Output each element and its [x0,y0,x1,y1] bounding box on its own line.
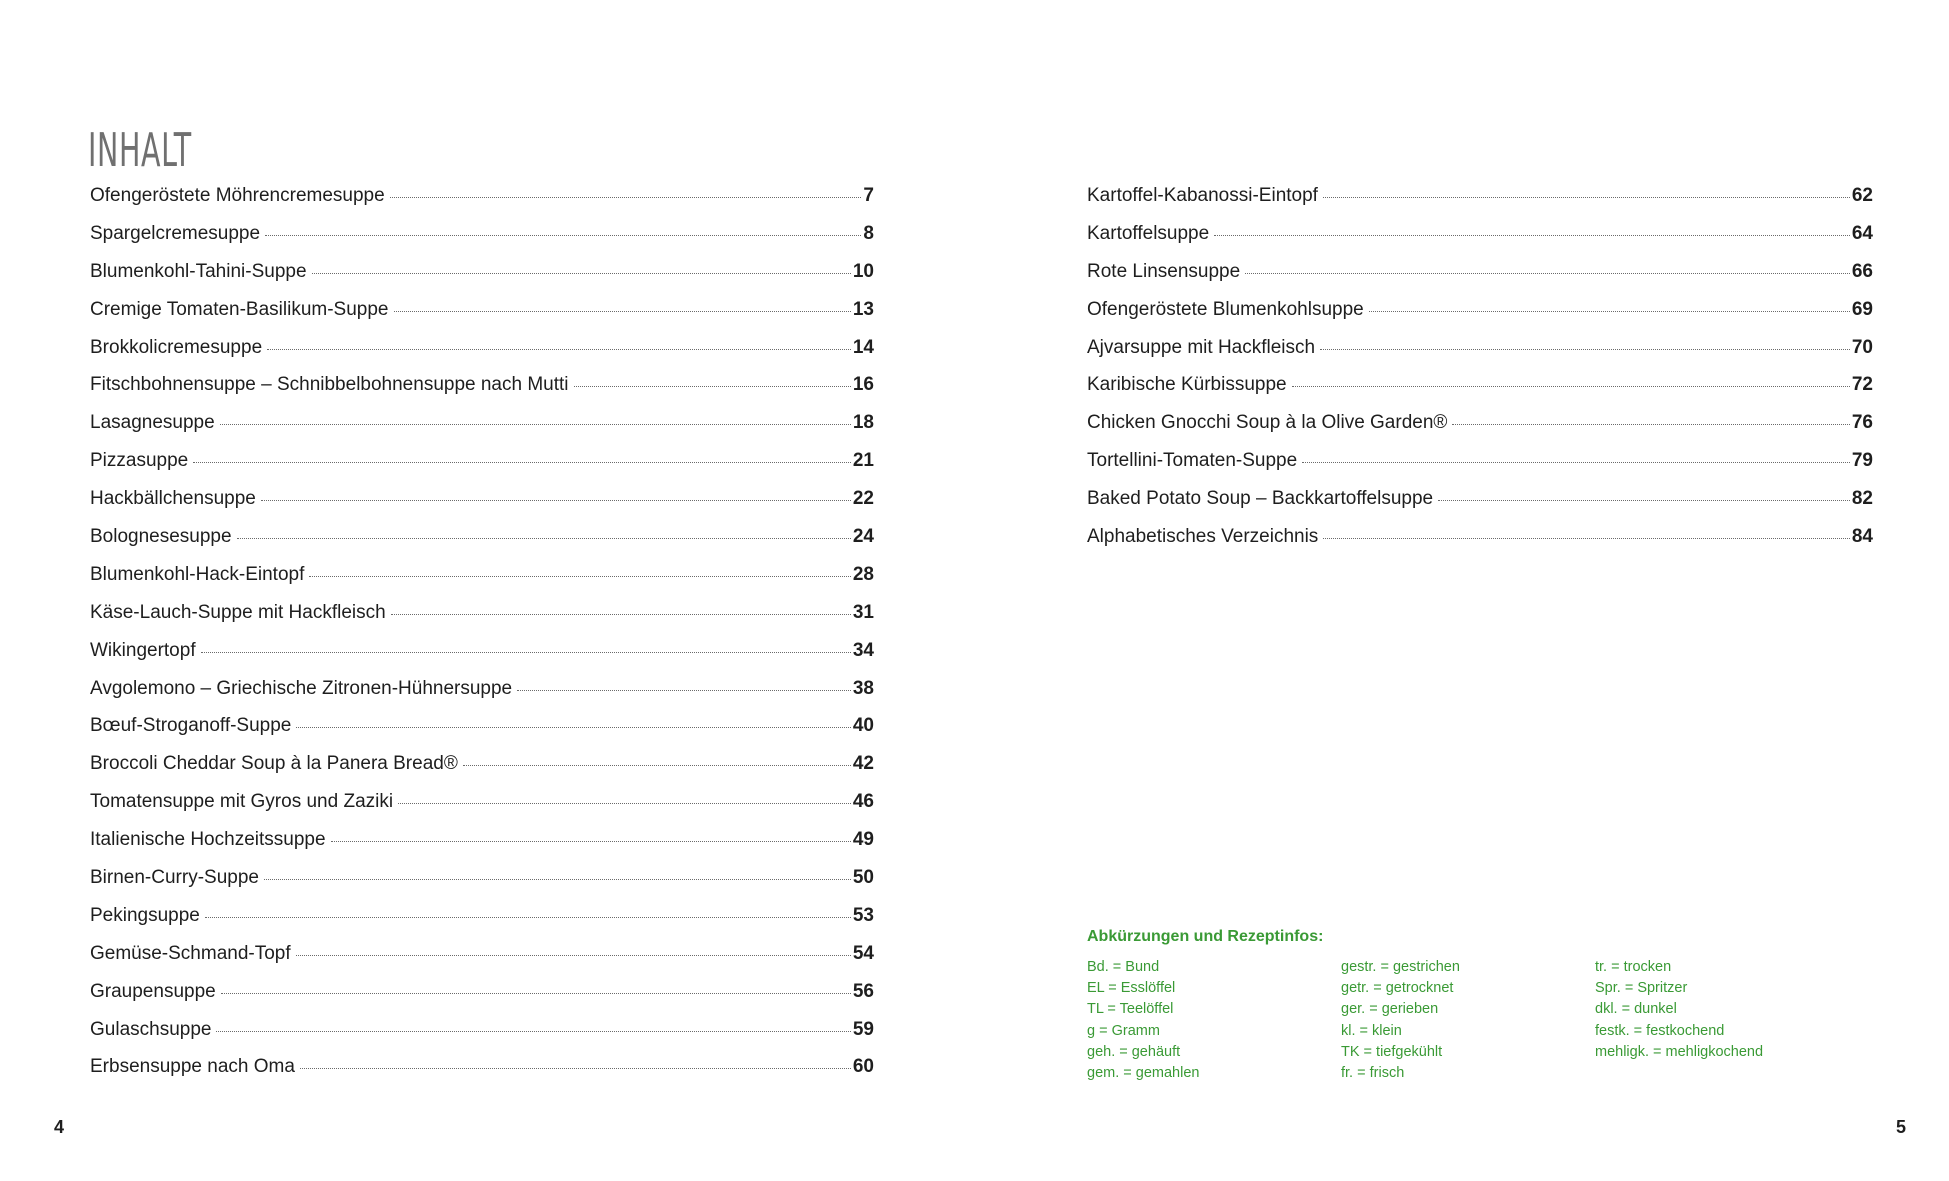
toc-entry-page: 54 [852,942,874,964]
abbreviations-heading: Abkürzungen und Rezeptinfos: [1087,928,1324,945]
toc-entry-title: Erbsensuppe nach Oma [90,1056,295,1078]
dot-leader [1452,424,1849,425]
toc-entry-title: Hackbällchensuppe [90,488,256,510]
toc-entry-page: 40 [852,715,874,737]
dot-leader [517,690,851,691]
toc-entry-title: Rote Linsensuppe [1087,260,1241,282]
dot-leader [1438,500,1850,501]
toc-entry [90,791,874,829]
toc-entry-page: 64 [1851,222,1873,244]
abbreviation-item: fr. = frisch [1341,1064,1405,1081]
toc-entry [90,640,874,678]
dot-leader [309,576,850,577]
toc-entry-title: Blumenkohl-Hack-Eintopf [90,563,305,585]
toc-entry-page: 28 [852,563,874,585]
abbreviations-column [1087,957,1341,1084]
dot-leader [216,1031,850,1032]
toc-entry-title: Chicken Gnocchi Soup à la Olive Garden® [1087,412,1448,434]
toc-entry-title: Fitschbohnensuppe – Schnibbelbohnensuppe nach Mutti [90,374,569,396]
abbreviation-item: getr. = getrocknet [1341,980,1454,997]
toc-entry-title: Bolognesesuppe [90,526,232,548]
toc-entry-page: 76 [1851,412,1873,434]
dot-leader [463,765,851,766]
abbreviation-item: ger. = gerieben [1341,1001,1439,1018]
abbreviation-item: gem. = gemahlen [1087,1064,1200,1081]
dot-leader [296,955,851,956]
toc-entry-page: 62 [1851,185,1873,206]
toc-entry-page: 16 [852,374,874,396]
toc-entry-page: 79 [1851,450,1873,472]
toc-entry-page: 84 [1851,526,1873,548]
abbreviation-item: geh. = gehäuft [1087,1043,1181,1060]
dot-leader [398,803,851,804]
dot-leader [1245,273,1850,274]
dot-leader [267,349,851,350]
page-number-right: 5 [1896,1117,1907,1137]
toc-entry [1087,337,1873,375]
abbreviation-item: EL = Esslöffel [1087,980,1176,997]
toc-entry [1087,223,1873,261]
toc-entry [90,1019,874,1057]
abbreviation-item: g = Gramm [1087,1022,1160,1039]
toc-entry-title: Spargelcremesuppe [90,222,261,244]
toc-entry [90,564,874,602]
toc-entry [90,678,874,716]
abbreviation-item: TL = Teelöffel [1087,1001,1174,1018]
toc-entry-page: 42 [852,753,874,775]
toc-entry-page: 69 [1851,298,1873,320]
toc-entry [90,299,874,337]
toc-entry-page: 66 [1851,260,1873,282]
dot-leader [220,424,851,425]
abbreviation-item: festk. = festkochend [1595,1022,1725,1039]
abbreviation-item: kl. = klein [1341,1022,1402,1039]
toc-entry-title: Karibische Kürbissuppe [1087,374,1287,396]
dot-leader [1302,462,1850,463]
toc-entry-title: Ofengeröstete Möhrencremesuppe [90,185,385,206]
dot-leader [312,273,851,274]
dot-leader [296,727,850,728]
dot-leader [201,652,851,653]
toc-entry-page: 18 [852,412,874,434]
toc-entry [90,829,874,867]
toc-entry-title: Brokkolicremesuppe [90,336,263,358]
toc-entry-title: Käse-Lauch-Suppe mit Hackfleisch [90,601,386,623]
toc-entry-title: Pizzasuppe [90,450,189,472]
toc-entry [90,450,874,488]
toc-entry-page: 34 [852,639,874,661]
toc-entry-page: 50 [852,867,874,889]
dot-leader [394,311,851,312]
abbreviation-item: gestr. = gestrichen [1341,959,1460,975]
toc-entry-page: 7 [863,185,874,206]
toc-entry-title: Baked Potato Soup – Backkartoffelsuppe [1087,488,1434,510]
abbreviation-item: TK = tiefgekühlt [1341,1043,1443,1060]
toc-entry [90,715,874,753]
toc-entry [1087,488,1873,526]
abbreviation-item: Bd. = Bund [1087,959,1160,975]
toc-entry [90,374,874,412]
toc-entry [90,488,874,526]
toc-entry [90,867,874,905]
dot-leader [331,841,851,842]
toc-entry-title: Ajvarsuppe mit Hackfleisch [1087,336,1316,358]
toc-entry-title: Pekingsuppe [90,904,200,926]
toc-entry-page: 31 [852,601,874,623]
toc-entry-page: 24 [852,526,874,548]
toc-entry-title: Broccoli Cheddar Soup à la Panera Bread® [90,753,458,775]
dot-leader [1323,197,1850,198]
toc-entry [90,526,874,564]
toc-entry-page: 72 [1851,374,1873,396]
toc-entry-title: Cremige Tomaten-Basilikum-Suppe [90,298,389,320]
toc-entry [1087,374,1873,412]
toc-entry [90,185,874,223]
toc-entry-page: 70 [1851,336,1873,358]
abbreviation-item: dkl. = dunkel [1595,1001,1677,1018]
toc-entry-title: Alphabetisches Verzeichnis [1087,526,1319,548]
toc-entry [90,943,874,981]
toc-entry-page: 53 [852,904,874,926]
toc-entry-title: Birnen-Curry-Suppe [90,867,259,889]
abbreviations-column [1595,957,1849,1084]
toc-entry [90,223,874,261]
toc-entry-page: 38 [852,677,874,699]
toc-right-column [1087,185,1873,564]
toc-entry [1087,526,1873,564]
dot-leader [261,500,851,501]
dot-leader [265,235,861,236]
toc-entry [1087,450,1873,488]
abbreviation-item: Spr. = Spritzer [1595,980,1688,997]
abbreviations-grid [1087,957,1849,1084]
toc-entry-page: 82 [1851,488,1873,510]
toc-entry-page: 21 [852,450,874,472]
toc-left-column [90,185,874,1094]
toc-entry [1087,185,1873,223]
toc-entry-page: 13 [852,298,874,320]
abbreviations-column [1341,957,1595,1084]
toc-entry [90,1056,874,1094]
toc-entry [90,753,874,791]
dot-leader [574,386,851,387]
toc-entry-page: 14 [852,336,874,358]
toc-entry [1087,412,1873,450]
toc-entry [90,602,874,640]
toc-entry-page: 10 [852,260,874,282]
toc-entry-title: Lasagnesuppe [90,412,215,434]
toc-entry-title: Gemüse-Schmand-Topf [90,942,291,964]
toc-entry-page: 46 [852,791,874,813]
toc-entry-page: 49 [852,829,874,851]
toc-entry [1087,299,1873,337]
toc-entry-title: Tortellini-Tomaten-Suppe [1087,450,1298,472]
toc-entry-title: Kartoffel-Kabanossi-Eintopf [1087,185,1318,206]
dot-leader [1214,235,1850,236]
toc-entry-page: 22 [852,488,874,510]
toc-entry [90,412,874,450]
dot-leader [1320,349,1850,350]
toc-entry-title: Graupensuppe [90,980,216,1002]
dot-leader [237,538,851,539]
toc-entry [90,981,874,1019]
abbreviation-item: tr. = trocken [1595,959,1672,975]
dot-leader [1369,311,1850,312]
dot-leader [205,917,851,918]
dot-leader [221,993,851,994]
toc-entry-title: Tomatensuppe mit Gyros und Zaziki [90,791,394,813]
toc-entry-title: Italienische Hochzeitssuppe [90,829,326,851]
dot-leader [1323,538,1850,539]
page-title: INHALT [88,122,192,177]
toc-entry-title: Gulaschsuppe [90,1018,212,1040]
toc-entry-title: Kartoffelsuppe [1087,222,1210,244]
toc-entry-page: 8 [863,222,874,244]
toc-entry [90,261,874,299]
toc-entry-page: 60 [852,1056,874,1078]
toc-entry-page: 56 [852,980,874,1002]
page-number-left: 4 [54,1117,65,1137]
dot-leader [391,614,851,615]
dot-leader [300,1068,851,1069]
toc-entry-title: Blumenkohl-Tahini-Suppe [90,260,307,282]
dot-leader [264,879,851,880]
toc-entry-title: Ofengeröstete Blumenkohlsuppe [1087,298,1364,320]
dot-leader [390,197,862,198]
toc-entry [1087,261,1873,299]
toc-entry-title: Wikingertopf [90,639,196,661]
toc-entry-title: Avgolemono – Griechische Zitronen-Hühnersuppe [90,677,513,699]
toc-entry-title: Bœuf-Stroganoff-Suppe [90,715,292,737]
toc-entry-page: 59 [852,1018,874,1040]
toc-entry [90,905,874,943]
abbreviations-box [1087,928,1849,1084]
toc-entry [90,337,874,375]
dot-leader [1292,386,1850,387]
dot-leader [193,462,851,463]
abbreviation-item: mehligk. = mehligkochend [1595,1043,1764,1060]
